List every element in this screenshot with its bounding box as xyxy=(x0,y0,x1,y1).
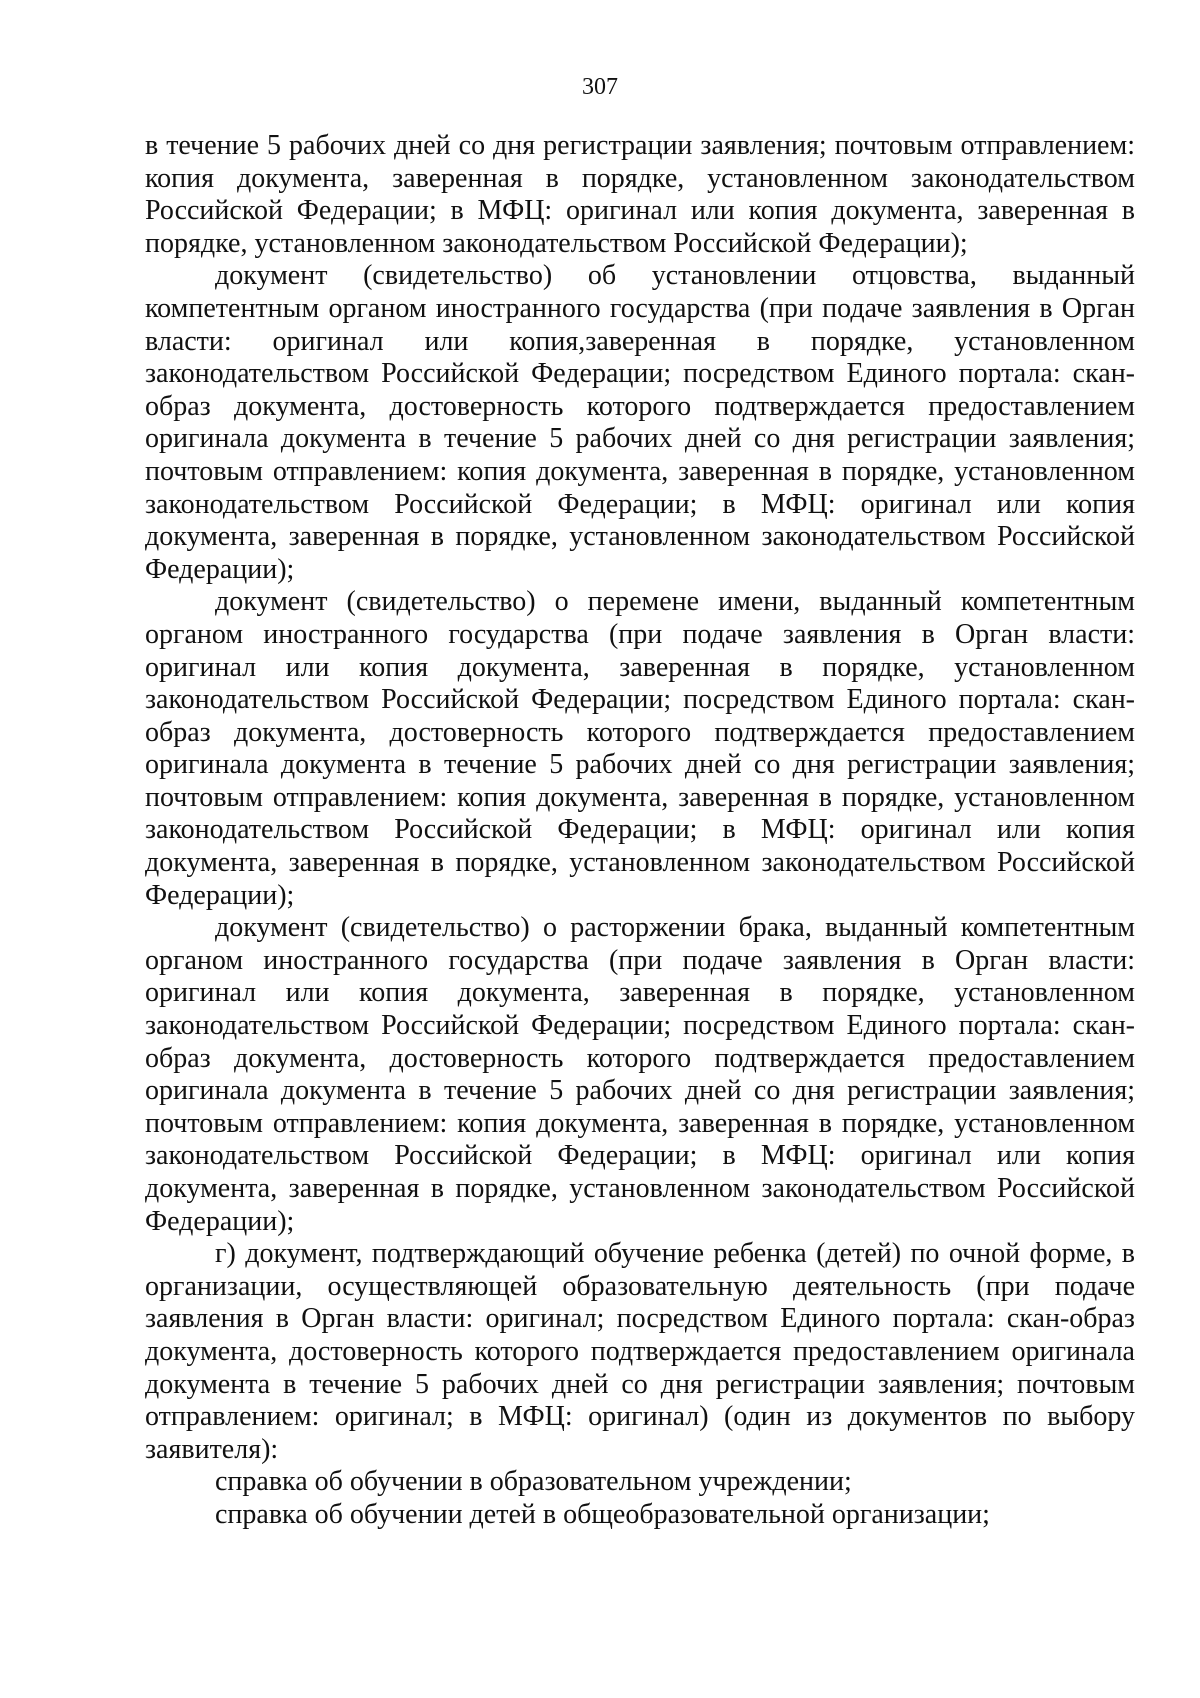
paragraph-name-change-certificate: документ (свидетельство) о перемене имени, выданный компетентным органом иностранного государства (при подаче заявления в Орган власти: оригинал или копия документа, заверенная в порядке, установленном законодательством Российской Федерации; посредством Единого портала: скан-образ документа, достоверность которого подтверждается предоставлением оригинала документа в течение 5 рабочих дней со дня регистрации заявления; почтовым отправлением: копия документа, заверенная в порядке, установленном законодательством Российской Федерации; в МФЦ: оригинал или копия документа, заверенная в порядке, установленном законодательством Российской Федерации); xyxy=(145,586,1135,911)
paragraph-divorce-certificate: документ (свидетельство) о расторжении брака, выданный компетентным органом иностранного государства (при подаче заявления в Орган власти: оригинал или копия документа, заверенная в порядке, установленном законодательством Российской Федерации; посредством Единого портала: скан-образ документа, достоверность которого подтверждается предоставлением оригинала документа в течение 5 рабочих дней со дня регистрации заявления; почтовым отправлением: копия документа, заверенная в порядке, установленном законодательством Российской Федерации; в МФЦ: оригинал или копия документа, заверенная в порядке, установленном законодательством Российской Федерации); xyxy=(145,912,1135,1237)
page-number: 307 xyxy=(582,74,618,100)
list-item-education-certificate: справка об обучении в образовательном учреждении; xyxy=(215,1466,852,1498)
paragraph-continuation: в течение 5 рабочих дней со дня регистрации заявления; почтовым отправлением: копия документа, заверенная в порядке, установленном законодательством Российской Федерации; в МФЦ: оригинал или копия документа, заверенная в порядке, установленном законодательством Российской Федерации); xyxy=(145,130,1135,259)
paragraph-paternity-certificate: документ (свидетельство) об установлении отцовства, выданный компетентным органом иностранного государства (при подаче заявления в Орган власти: оригинал или копия,заверенная в порядке, установленном законодательством Российской Федерации; посредством Единого портала: скан-образ документа, достоверность которого подтверждается предоставлением оригинала документа в течение 5 рабочих дней со дня регистрации заявления; почтовым отправлением: копия документа, заверенная в порядке, установленном законодательством Российской Федерации; в МФЦ: оригинал или копия документа, заверенная в порядке, установленном законодательством Российской Федерации); xyxy=(145,260,1135,585)
list-item-school-certificate: справка об обучении детей в общеобразовательной организации; xyxy=(215,1498,990,1530)
paragraph-education-document: г) документ, подтверждающий обучение ребенка (детей) по очной форме, в организации, осуществляющей образовательную деятельность (при подаче заявления в Орган власти: оригинал; посредством Единого портала: скан-образ документа, достоверность которого подтверждается предоставлением оригинала документа в течение 5 рабочих дней со дня регистрации заявления; почтовым отправлением: оригинал; в МФЦ: оригинал) (один из документов по выбору заявителя): xyxy=(145,1238,1135,1465)
document-body xyxy=(145,130,1135,1532)
